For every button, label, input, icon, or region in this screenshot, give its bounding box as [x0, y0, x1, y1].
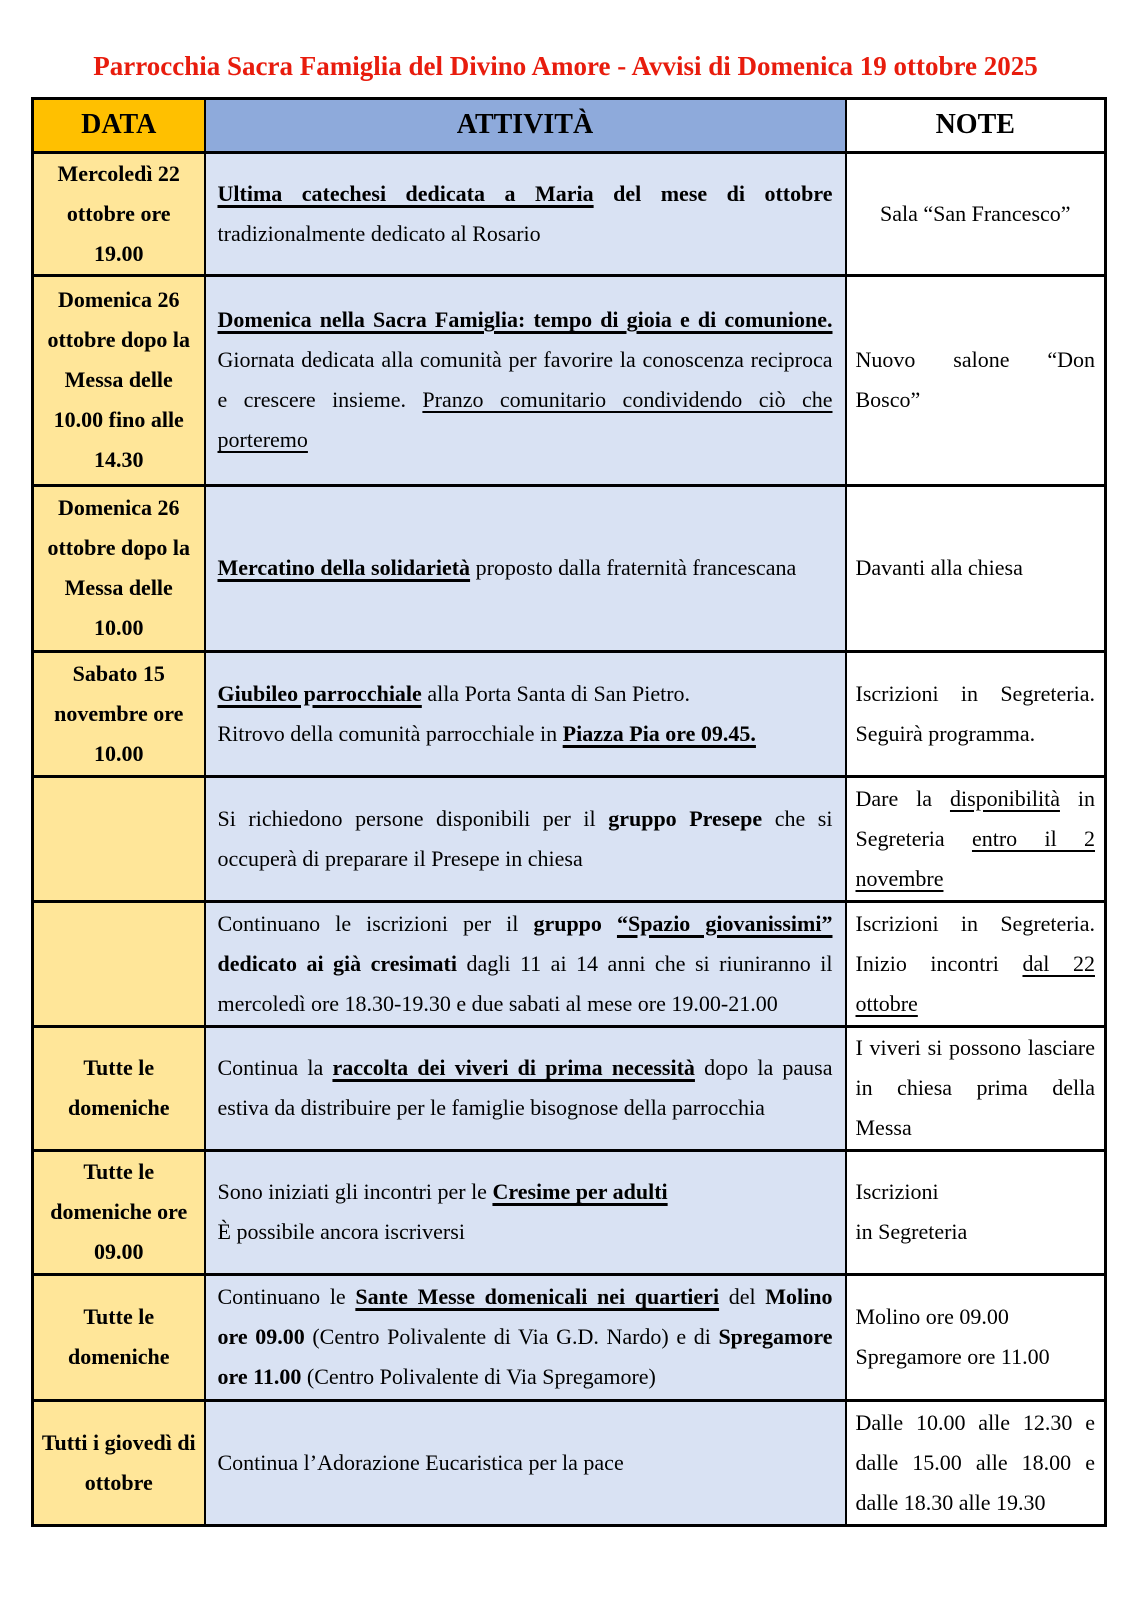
- activity-cell: [205, 651, 846, 776]
- text-segment: tradizionalmente dedicato al Rosario: [217, 220, 541, 246]
- header-data: DATA: [33, 98, 205, 152]
- text-segment: Ultima catechesi dedicata a Maria: [217, 180, 594, 206]
- activity-cell: [205, 776, 846, 901]
- note-cell: [846, 776, 1106, 901]
- text-segment: alla Porta Santa di San Pietro.: [421, 680, 691, 706]
- table-body: [33, 152, 1106, 1525]
- date-cell: [33, 776, 205, 901]
- text-segment: gruppo Presepe: [608, 805, 763, 831]
- text-segment: Cresime per adulti: [492, 1179, 668, 1205]
- text-segment: dedicato ai già cresimati: [217, 950, 457, 976]
- text-segment: Ritrovo della comunità parrocchiale in: [217, 720, 563, 746]
- header-note: NOTE: [846, 98, 1106, 152]
- table-row: [33, 1400, 1106, 1525]
- text-segment: Sono iniziati gli incontri per le: [217, 1179, 493, 1205]
- text-segment: (Centro Polivalente di Via G.D. Nardo) e di: [304, 1324, 719, 1350]
- date-cell: Domenica 26 ottobre dopo la Messa delle 10.00: [33, 485, 205, 651]
- note-cell: [846, 152, 1106, 275]
- date-cell: Tutte le domeniche: [33, 1274, 205, 1400]
- date-cell: [33, 901, 205, 1026]
- text-segment: dopo la pausa estiva da distribuire per le famiglie bisognose della parrocchia: [217, 1055, 833, 1121]
- date-cell: Domenica 26 ottobre dopo la Messa delle 10.00 fino alle 14.30: [33, 275, 205, 485]
- header-attivita: ATTIVITÀ: [205, 98, 846, 152]
- note-cell: [846, 275, 1106, 485]
- text-segment: Dalle 10.00 alle 12.30 e dalle 15.00 alle 18.00 e dalle 18.30 alle 19.30: [855, 1409, 1095, 1515]
- text-segment: dagli 11 ai 14 anni che si riuniranno il mercoledì ore 18.30-19.30 e due sabati al mese ore 19.00-21.00: [217, 950, 833, 1016]
- text-segment: in Segreteria: [855, 1219, 968, 1245]
- table-row: [33, 275, 1106, 485]
- text-segment: del: [719, 1284, 766, 1310]
- note-cell: [846, 1150, 1106, 1274]
- text-segment: entro il 2 novembre: [855, 825, 1095, 891]
- header-row: [33, 98, 1106, 152]
- announcements-table: [31, 97, 1107, 1527]
- text-segment: Pranzo comunitario condividendo ciò che porteremo: [217, 387, 833, 453]
- note-cell: [846, 485, 1106, 651]
- note-cell: [846, 1400, 1106, 1525]
- activity-cell: [205, 901, 846, 1026]
- table-row: [33, 901, 1106, 1026]
- text-segment: in Segreteria: [855, 785, 1095, 851]
- table-row: [33, 1274, 1106, 1400]
- table-row: [33, 1026, 1106, 1150]
- table-row: [33, 152, 1106, 275]
- text-segment: Iscrizioni in Segreteria. Seguirà programma.: [855, 680, 1095, 746]
- activity-cell: [205, 1400, 846, 1525]
- date-cell: Sabato 15 novembre ore 10.00: [33, 651, 205, 776]
- text-segment: Molino ore 09.00: [217, 1284, 833, 1350]
- text-segment: Continua l’Adorazione Eucaristica per la pace: [217, 1449, 624, 1475]
- text-segment: Continua la: [217, 1055, 333, 1081]
- activity-cell: [205, 1026, 846, 1150]
- text-segment: È possibile ancora iscriversi: [217, 1219, 465, 1245]
- text-segment: raccolta dei viveri di prima necessità: [332, 1055, 695, 1081]
- date-cell: Tutte le domeniche ore 09.00: [33, 1150, 205, 1274]
- text-segment: Giubileo parrocchiale: [217, 680, 422, 706]
- page-title: Parrocchia Sacra Famiglia del Divino Amore - Avvisi di Domenica 19 ottobre 2025: [93, 51, 1038, 81]
- note-cell: [846, 651, 1106, 776]
- text-segment: che si occuperà di preparare il Presepe in chiesa: [217, 805, 833, 871]
- text-segment: Giornata dedicata alla comunità per favorire la conoscenza reciproca e crescere insieme.: [217, 347, 833, 413]
- text-segment: Domenica nella Sacra Famiglia: tempo di gioia e di comunione.: [217, 307, 833, 333]
- text-segment: I viveri si possono lasciare in chiesa prima della Messa: [855, 1035, 1095, 1141]
- date-cell: Tutti i giovedì di ottobre: [33, 1400, 205, 1525]
- activity-cell: [205, 275, 846, 485]
- text-segment: Spregamore ore 11.00: [217, 1324, 833, 1390]
- text-segment: proposto dalla fraternità francescana: [470, 555, 797, 581]
- text-segment: del mese di ottobre: [593, 180, 833, 206]
- text-segment: Nuovo salone “Don Bosco”: [855, 347, 1095, 413]
- text-segment: Iscrizioni: [855, 1179, 939, 1205]
- note-cell: [846, 901, 1106, 1026]
- date-cell: Mercoledì 22 ottobre ore 19.00: [33, 152, 205, 275]
- text-segment: Piazza Pia ore 09.45.: [562, 720, 756, 746]
- text-segment: disponibilità: [949, 785, 1060, 811]
- text-segment: Sante Messe domenicali nei quartieri: [355, 1284, 720, 1310]
- text-segment: Molino ore 09.00: [855, 1304, 1009, 1330]
- date-cell: Tutte le domeniche: [33, 1026, 205, 1150]
- text-segment: Spregamore ore 11.00: [855, 1344, 1050, 1370]
- text-segment: “Spazio giovanissimi”: [616, 910, 833, 936]
- table-row: [33, 651, 1106, 776]
- text-segment: Si richiedono persone disponibili per il: [217, 805, 609, 831]
- note-cell: [846, 1274, 1106, 1400]
- activity-cell: [205, 1274, 846, 1400]
- table-row: [33, 485, 1106, 651]
- activity-cell: [205, 485, 846, 651]
- text-segment: Iscrizioni in Segreteria. Inizio incontri: [855, 910, 1095, 976]
- note-cell: [846, 1026, 1106, 1150]
- activity-cell: [205, 1150, 846, 1274]
- text-segment: (Centro Polivalente di Via Spregamore): [301, 1364, 656, 1390]
- text-segment: gruppo: [533, 910, 617, 936]
- text-segment: Continuano le: [217, 1284, 356, 1310]
- text-segment: Mercatino della solidarietà: [217, 555, 471, 581]
- text-segment: Dare la: [855, 785, 950, 811]
- table-row: [33, 776, 1106, 901]
- activity-cell: [205, 152, 846, 275]
- table-row: [33, 1150, 1106, 1274]
- text-segment: Continuano le iscrizioni per il: [217, 910, 534, 936]
- text-segment: Sala “San Francesco”: [879, 200, 1071, 226]
- text-segment: Davanti alla chiesa: [855, 555, 1023, 581]
- text-segment: dal 22 ottobre: [855, 950, 1095, 1016]
